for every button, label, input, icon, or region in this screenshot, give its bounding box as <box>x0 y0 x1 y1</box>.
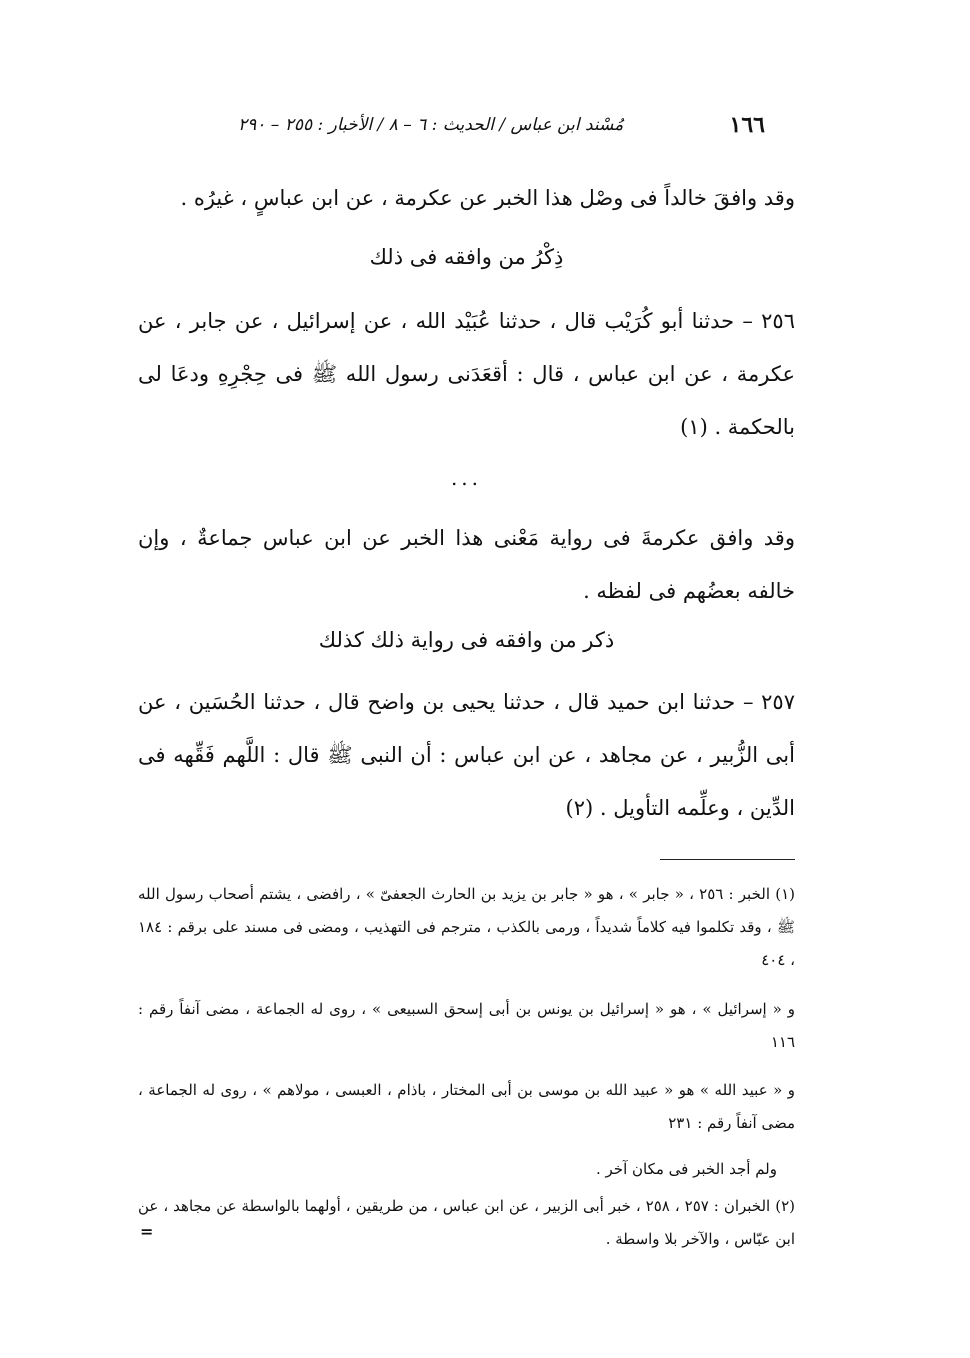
hadith-256: ٢٥٦ – حدثنا أبو كُرَيْب قال ، حدثنا عُبَيْد الله ، عن إسرائيل ، عن جابر ، عن عكرمة ، عن ابن عباس ، قال : أقعَدَنى رسول الله ﷺ فى حِجْرِهِ ودعَا لى بالحكمة . (١) <box>138 309 795 439</box>
body-paragraph-2: وقد وافق عكرمةَ فى رواية مَعْنى هذا الخبر عن ابن عباس جماعةٌ ، وإن خالفه بعضُهم فى لفظه . <box>138 526 795 603</box>
body-paragraph-1: وقد وافقَ خالداً فى وصْل هذا الخبر عن عكرمة ، عن ابن عباسٍ ، غيرُه . <box>180 186 795 210</box>
page-header <box>238 108 765 142</box>
section-heading-1: ذِكْرُ من وافقه فى ذلك <box>369 245 564 269</box>
section-heading-2: ذكر من وافقه فى رواية ذلك كذلك <box>318 628 615 652</box>
footnote-1d: ولم أجد الخبر فى مكان آخر . <box>595 1160 777 1178</box>
footnote-1b: و « إسرائيل » ، هو « إسرائيل بن يونس بن أبى إسحق السبيعى » ، روى له الجماعة ، مضى آنفاً رقم : ١١٦ <box>138 1000 795 1051</box>
page-number: ١٦٦ <box>729 112 765 138</box>
footnote-2: (٢) الخبران : ٢٥٧ ، ٢٥٨ ، خبر أبى الزبير ، عن ابن عباس ، من طريقين ، أولهما بالواسطة عن مجاهد ، عن ابن عبّاس ، والآخر بلا واسطة . <box>138 1197 795 1248</box>
hadith-257: ٢٥٧ – حدثنا ابن حميد قال ، حدثنا يحيى بن واضح قال ، حدثنا الحُسَين ، عن أبى الزُّبير ، عن مجاهد ، عن ابن عباس : أن النبى ﷺ قال : اللَّهم فَقِّهه فى الدِّين ، وعلِّمه التأويل . (٢) <box>138 690 795 820</box>
running-title: مُسْند ابن عباس / الحديث : ٦ – ٨ / الأخبار : ٢٥٥ – ٢٩٠ <box>238 115 624 135</box>
footnote-1c: و « عبيد الله » هو « عبيد الله بن موسى بن أبى المختار ، باذام ، العبسى ، مولاهم » ، روى له الجماعة ، مضى آنفاً رقم : ٢٣١ <box>138 1081 795 1132</box>
footnote-1a: (١) الخبر : ٢٥٦ ، « جابر » ، هو « جابر بن يزيد بن الحارث الجعفىّ » ، رافضى ، يشتم أصحاب رسول الله ﷺ ، وقد تكلموا فيه كلاماً شديداً ، ورمى بالكذب ، مترجم فى التهذيب ، ومضى فى مسند على برقم : ١٨٤ ، ٤٠٤ <box>138 885 795 969</box>
footnote-rule <box>660 859 795 860</box>
separator-dots: ... <box>450 466 483 490</box>
continuation-mark: = <box>140 1222 154 1241</box>
